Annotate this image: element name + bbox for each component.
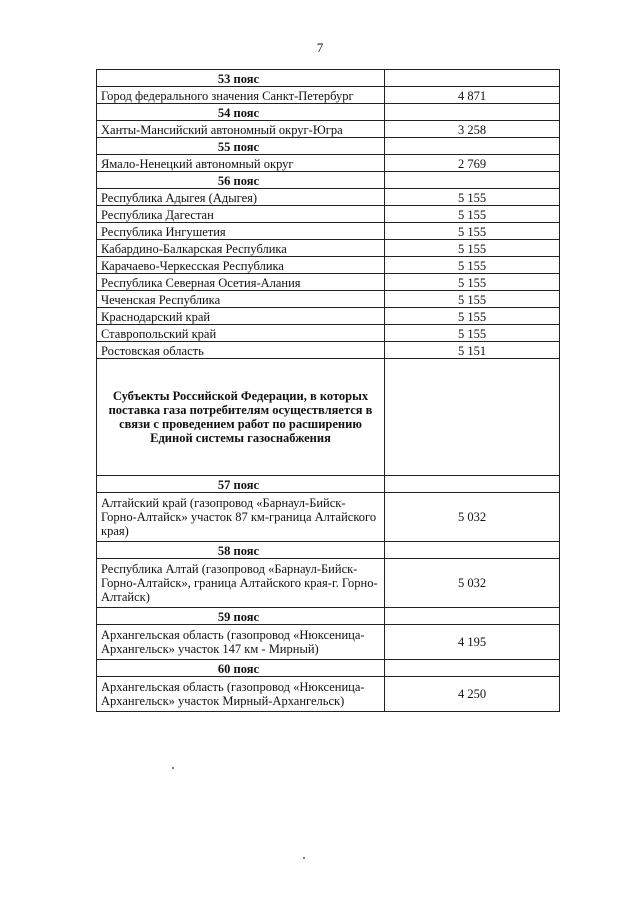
- group-header-row: [97, 359, 560, 476]
- zone-label: 56 пояс: [97, 172, 385, 189]
- tariff-value: 5 155: [385, 325, 560, 342]
- table-row: [97, 155, 560, 172]
- tariff-value: 5 032: [385, 559, 560, 608]
- region-name: Республика Ингушетия: [97, 223, 385, 240]
- region-name: Архангельская область (газопровод «Нюксеница-Архангельск» участок 147 км - Мирный): [97, 625, 385, 660]
- tariff-value: 5 155: [385, 257, 560, 274]
- scan-speck: [172, 767, 174, 769]
- zone-label: 58 пояс: [97, 542, 385, 559]
- zone-label: 55 пояс: [97, 138, 385, 155]
- table-row: [97, 223, 560, 240]
- table-row: [97, 257, 560, 274]
- table-row: [97, 493, 560, 542]
- region-name: Республика Адыгея (Адыгея): [97, 189, 385, 206]
- zone-header-row: [97, 172, 560, 189]
- table-row: [97, 121, 560, 138]
- region-name: Краснодарский край: [97, 308, 385, 325]
- tariff-value: 5 151: [385, 342, 560, 359]
- table-row: [97, 625, 560, 660]
- scan-speck: [303, 857, 305, 859]
- group-heading: Субъекты Российской Федерации, в которых поставка газа потребителям осуществляется в связи с проведением работ по расширению Единой системы газоснабжения: [97, 359, 385, 476]
- region-name: Алтайский край (газопровод «Барнаул-Бийск-Горно-Алтайск» участок 87 км-граница Алтайского края): [97, 493, 385, 542]
- zone-label: 57 пояс: [97, 476, 385, 493]
- table-row: [97, 342, 560, 359]
- tariff-value: [385, 104, 560, 121]
- tariff-value: [385, 138, 560, 155]
- table-row: [97, 274, 560, 291]
- region-name: Ханты-Мансийский автономный округ-Югра: [97, 121, 385, 138]
- tariff-value: [385, 608, 560, 625]
- table-row: [97, 87, 560, 104]
- tariff-value: 5 155: [385, 291, 560, 308]
- zone-header-row: [97, 476, 560, 493]
- zone-label: 59 пояс: [97, 608, 385, 625]
- tariff-value: 3 258: [385, 121, 560, 138]
- table-row: [97, 325, 560, 342]
- region-name: Ростовская область: [97, 342, 385, 359]
- tariff-value: 5 155: [385, 206, 560, 223]
- tariff-value: 5 155: [385, 240, 560, 257]
- tariff-value: 5 155: [385, 189, 560, 206]
- zone-header-row: [97, 138, 560, 155]
- tariff-table: [96, 69, 560, 712]
- region-name: Ямало-Ненецкий автономный округ: [97, 155, 385, 172]
- tariff-value: 4 195: [385, 625, 560, 660]
- region-name: Республика Алтай (газопровод «Барнаул-Бийск-Горно-Алтайск», граница Алтайского края-г. Горно-Алтайск): [97, 559, 385, 608]
- table-row: [97, 559, 560, 608]
- region-name: Республика Северная Осетия-Алания: [97, 274, 385, 291]
- tariff-value: [385, 359, 560, 476]
- region-name: Чеченская Республика: [97, 291, 385, 308]
- tariff-value: 5 155: [385, 308, 560, 325]
- table-row: [97, 308, 560, 325]
- tariff-value: 5 155: [385, 223, 560, 240]
- tariff-value: [385, 172, 560, 189]
- tariff-value: [385, 660, 560, 677]
- zone-header-row: [97, 104, 560, 121]
- zone-label: 60 пояс: [97, 660, 385, 677]
- table-row: [97, 240, 560, 257]
- table-row: [97, 291, 560, 308]
- tariff-value: 2 769: [385, 155, 560, 172]
- zone-label: 54 пояс: [97, 104, 385, 121]
- tariff-value: [385, 70, 560, 87]
- tariff-value: 4 871: [385, 87, 560, 104]
- region-name: Архангельская область (газопровод «Нюксеница-Архангельск» участок Мирный-Архангельск): [97, 677, 385, 712]
- zone-header-row: [97, 608, 560, 625]
- table-row: [97, 677, 560, 712]
- tariff-value: 5 032: [385, 493, 560, 542]
- tariff-value: [385, 476, 560, 493]
- region-name: Ставропольский край: [97, 325, 385, 342]
- region-name: Республика Дагестан: [97, 206, 385, 223]
- tariff-value: 5 155: [385, 274, 560, 291]
- region-name: Кабардино-Балкарская Республика: [97, 240, 385, 257]
- region-name: Город федерального значения Санкт-Петербург: [97, 87, 385, 104]
- table-row: [97, 206, 560, 223]
- tariff-value: [385, 542, 560, 559]
- page-number: 7: [316, 40, 324, 55]
- table-row: [97, 189, 560, 206]
- zone-header-row: [97, 660, 560, 677]
- zone-header-row: [97, 542, 560, 559]
- zone-label: 53 пояс: [97, 70, 385, 87]
- zone-header-row: [97, 70, 560, 87]
- tariff-value: 4 250: [385, 677, 560, 712]
- region-name: Карачаево-Черкесская Республика: [97, 257, 385, 274]
